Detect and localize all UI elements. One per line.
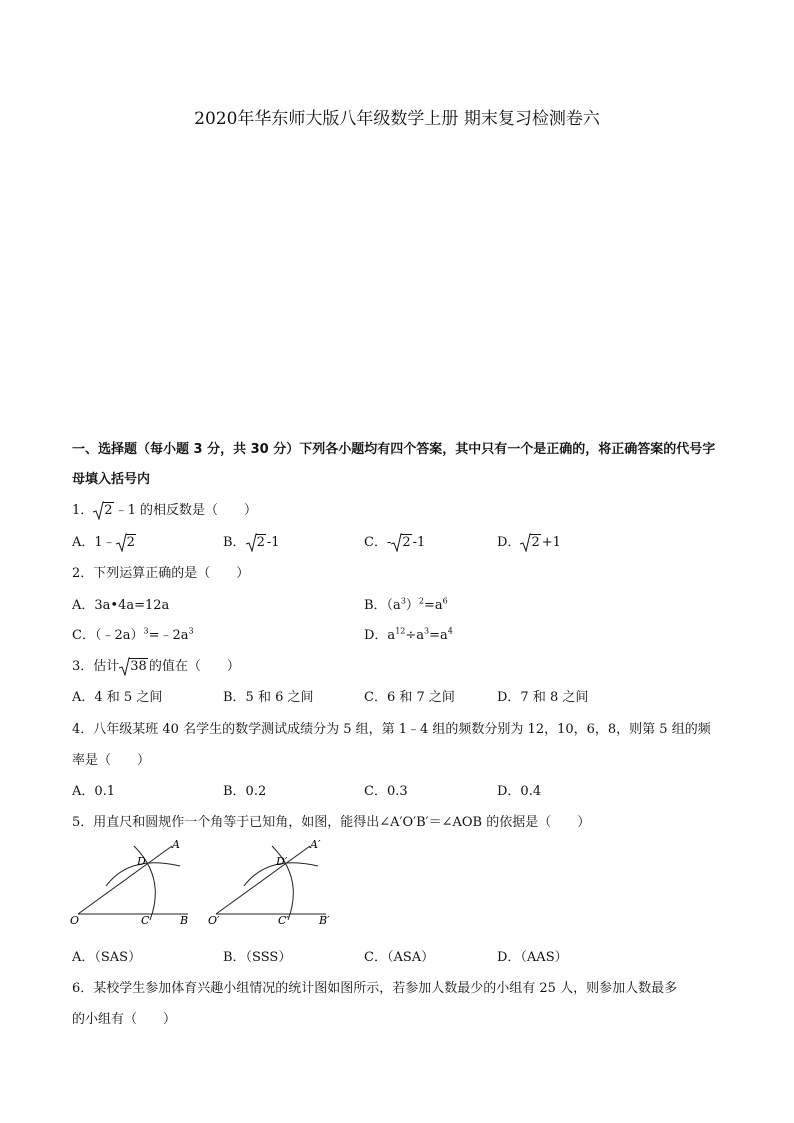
q3-option-c: C．6 和 7 之间 <box>364 690 455 705</box>
label-a: A <box>172 838 180 851</box>
q2-option-d: D．$a^{12}\div a^3=a^4$ <box>364 626 453 643</box>
q3-option-b: B．5 和 6 之间 <box>223 690 314 705</box>
sqrt-2: 2 <box>391 535 411 550</box>
sqrt-2: 2 <box>246 535 266 550</box>
q1-option-b: B． 2 -1 <box>223 535 280 550</box>
section-header-line1: 一、选择题（每小题 3 分，共 30 分）下列各小题均有四个答案，其中只有一个是正确的，将正确答案的代号字 <box>72 442 716 457</box>
q2-option-c: C．$(﹣2a)^3=﹣2a^3$ <box>72 626 194 643</box>
label-b-prime: B′ <box>319 914 330 927</box>
q5-option-c: C．（ASA） <box>364 950 435 965</box>
q1-option-d: D． 2 +1 <box>497 535 561 550</box>
question-1 <box>72 499 257 518</box>
question-5: 5．用直尺和圆规作一个角等于已知角，如图，能得出∠A′O′B′＝∠AOB 的依据是（ ） <box>72 815 591 830</box>
label-c: C <box>141 914 150 927</box>
q1-option-c: C．- 2 -1 <box>364 535 426 550</box>
label-o-prime: O′ <box>208 914 220 927</box>
radical-sign-icon <box>93 501 104 520</box>
q4-option-b: B．0.2 <box>223 784 267 799</box>
label-b: B <box>180 914 189 927</box>
q1-option-a: A．1﹣ 2 <box>72 535 135 550</box>
question-2: 2．下列运算正确的是（ ） <box>72 566 250 581</box>
question-6-line2: 的小组有（ ） <box>72 1012 177 1027</box>
sqrt-2: 2 <box>93 503 113 518</box>
radical-sign-icon <box>246 533 257 552</box>
question-4-line2: 率是（ ） <box>72 753 151 768</box>
label-a-prime: A′ <box>310 838 321 851</box>
ray-o-prime-a-prime <box>216 846 310 914</box>
q5-option-a: A．（SAS） <box>72 950 142 965</box>
sqrt-2: 2 <box>116 535 136 550</box>
angle-construction-figure-1 <box>68 838 198 930</box>
question-6-line1: 6．某校学生参加体育兴趣小组情况的统计图如图所示，若参加人数最少的小组有 25 人，则参加人数最多 <box>72 981 678 996</box>
q3-option-a: A．4 和 5 之间 <box>72 690 163 705</box>
q1-number: 1． <box>72 503 94 518</box>
radical-sign-icon <box>391 533 402 552</box>
q4-option-c: C．0.3 <box>364 784 408 799</box>
q1-stem: ﹣1 的相反数是（ ） <box>114 503 257 518</box>
page-title: 2020年华东师大版八年级数学上册 期末复习检测卷六 <box>194 109 600 129</box>
q2-option-a: A．3a•4a=12a <box>72 598 170 613</box>
label-o: O <box>70 914 80 927</box>
radical-sign-icon <box>119 657 130 676</box>
ray-oa <box>78 846 172 914</box>
sqrt-2: 2 <box>520 535 540 550</box>
section-header-line2: 母填入括号内 <box>72 472 151 487</box>
radical-sign-icon <box>116 533 127 552</box>
label-c-prime: C′ <box>278 914 289 927</box>
radical-sign-icon <box>520 533 531 552</box>
q4-option-d: D．0.4 <box>497 784 542 799</box>
question-3: 3．估计 38 的值在（ ） <box>72 659 240 674</box>
angle-construction-figure-2 <box>206 838 346 930</box>
q3-option-d: D．7 和 8 之间 <box>497 690 589 705</box>
q5-option-b: B．（SSS） <box>223 950 292 965</box>
q2-option-b: B．$(a^3)^2=a^6$ <box>364 596 448 613</box>
label-d-prime: D′ <box>276 855 288 868</box>
q4-option-a: A．0.1 <box>72 784 116 799</box>
label-d: D <box>137 855 146 868</box>
sqrt-38: 38 <box>119 659 148 674</box>
question-4-line1: 4．八年级某班 40 名学生的数学测试成绩分为 5 组，第 1﹣4 组的频数分别为 12，10，6，8，则第 5 组的频 <box>72 722 711 737</box>
q5-option-d: D．（AAS） <box>497 950 568 965</box>
